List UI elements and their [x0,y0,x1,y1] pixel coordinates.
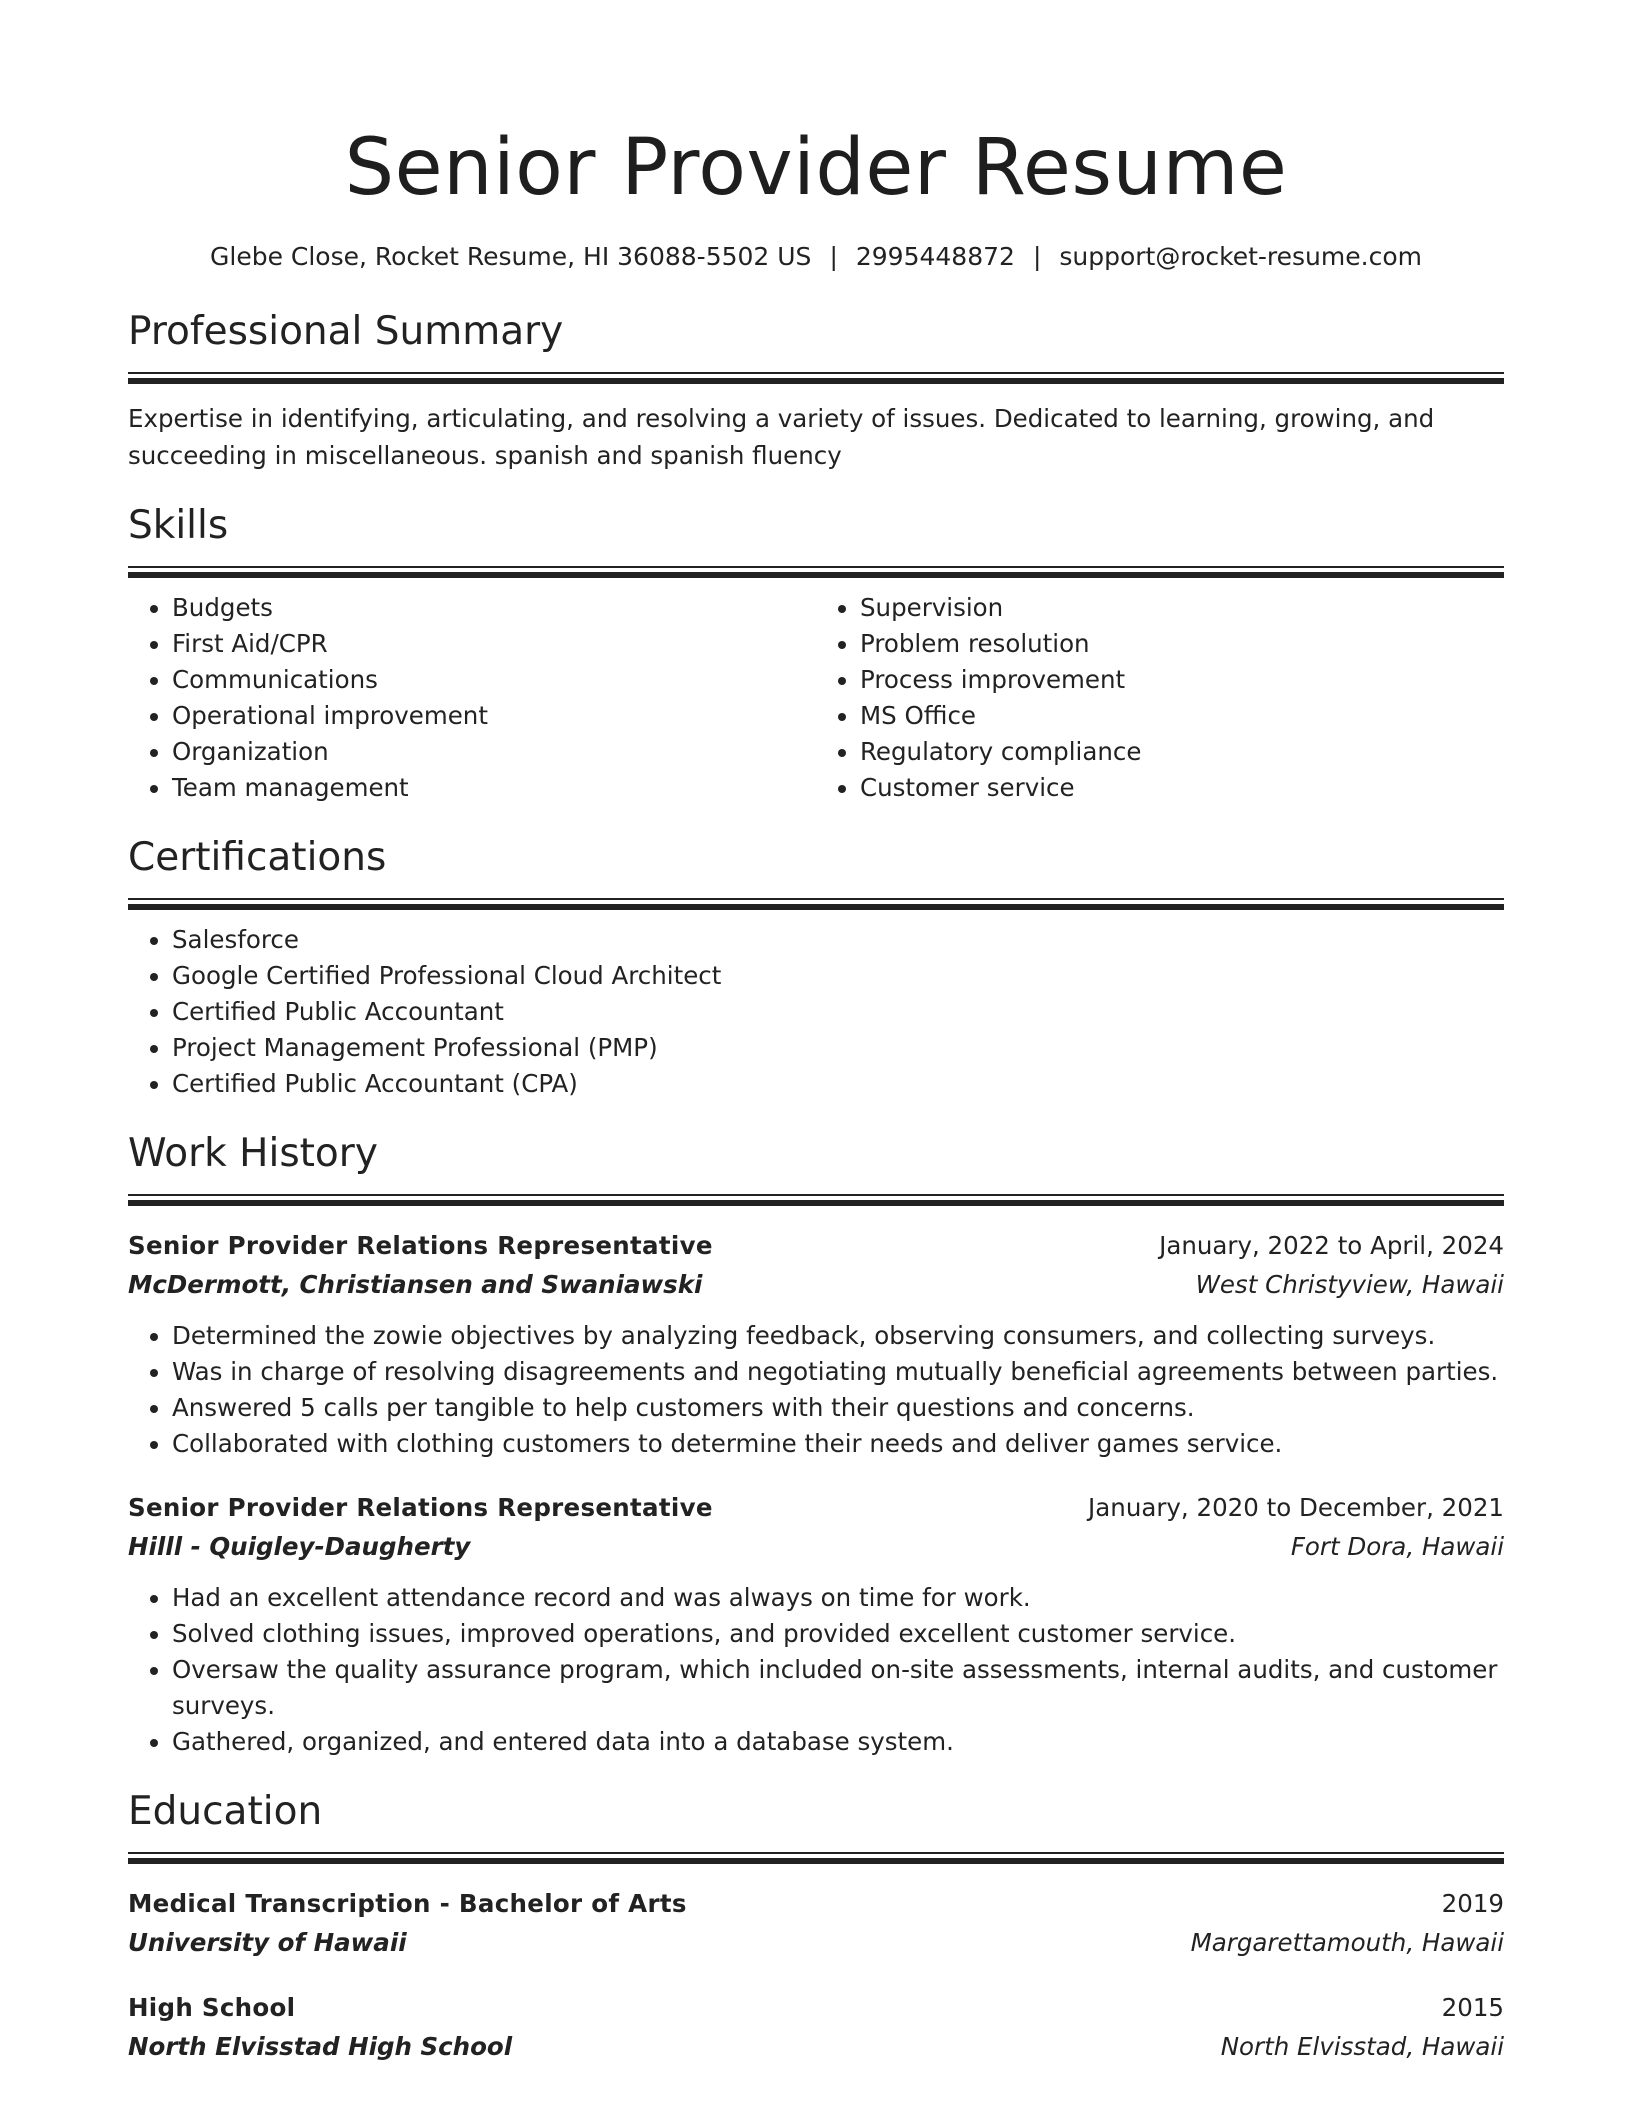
contact-separator: | [829,242,838,271]
section-rule [128,1852,1504,1864]
job-bullet: • Answered 5 calls per tangible to help customers with their questions and concerns. [172,1390,1504,1426]
skills-heading: Skills [128,503,229,548]
education-year: 2019 [1441,1889,1504,1918]
skill-item: • Operational improvement [172,698,816,734]
job-bullet: • Determined the zowie objectives by analyzing feedback, observing consumers, and collecting surveys. [172,1318,1504,1354]
skill-item: • Communications [172,662,816,698]
skill-item: • Organization [172,734,816,770]
job-bullet: • Oversaw the quality assurance program, which included on-site assessments, internal audits, and customer surveys. [172,1652,1504,1724]
job-company: Hilll - Quigley-Daugherty [128,1532,471,1561]
work-section [128,1128,1504,1760]
job-bullets [128,1318,1504,1462]
skill-item: • Supervision [860,590,1504,626]
contact-separator: | [1032,242,1042,271]
education-entry [128,1884,1504,1962]
job-bullet: • Gathered, organized, and entered data into a database system. [172,1724,1504,1760]
certification-item: • Certified Public Accountant [172,994,1504,1030]
section-rule [128,898,1504,910]
certifications-heading: Certifications [128,835,387,880]
education-degree: High School [128,1993,296,2022]
contact-address: Glebe Close, Rocket Resume, HI 36088-5502 US [210,242,812,271]
skills-list-left [128,590,816,806]
skills-list-right [816,590,1504,806]
contact-line [128,240,1504,274]
job-dates: January, 2020 to December, 2021 [1088,1493,1504,1522]
certification-item: • Google Certified Professional Cloud Architect [172,958,1504,994]
education-degree: Medical Transcription - Bachelor of Arts [128,1889,687,1918]
certifications-list [128,922,1504,1102]
skill-item: • MS Office [860,698,1504,734]
job-bullet: • Collaborated with clothing customers to determine their needs and deliver games service. [172,1426,1504,1462]
certifications-section [128,832,1504,1102]
education-school: University of Hawaii [128,1928,407,1957]
job-bullet: • Solved clothing issues, improved operations, and provided excellent customer service. [172,1616,1504,1652]
skill-item: • First Aid/CPR [172,626,816,662]
skills-columns [128,590,1504,806]
certification-item: • Project Management Professional (PMP) [172,1030,1504,1066]
skill-item: • Budgets [172,590,816,626]
education-entry [128,1988,1504,2066]
certification-item: • Salesforce [172,922,1504,958]
job-company: McDermott, Christiansen and Swaniawski [128,1270,703,1299]
skill-item: • Process improvement [860,662,1504,698]
contact-email: support@rocket-resume.com [1059,242,1422,271]
skill-item: • Regulatory compliance [860,734,1504,770]
job-bullets [128,1580,1504,1760]
education-year: 2015 [1441,1993,1504,2022]
education-location: North Elvisstad, Hawaii [1220,2032,1504,2061]
job-bullet: • Had an excellent attendance record and was always on time for work. [172,1580,1504,1616]
summary-section [128,306,1504,474]
section-rule [128,566,1504,578]
job-entry [128,1226,1504,1462]
education-location: Margarettamouth, Hawaii [1190,1928,1504,1957]
contact-phone: 2995448872 [855,242,1015,271]
summary-heading: Professional Summary [128,309,564,354]
job-location: Fort Dora, Hawaii [1290,1532,1504,1561]
education-heading: Education [128,1789,323,1834]
skill-item: • Team management [172,770,816,806]
work-heading: Work History [128,1131,378,1176]
job-entry [128,1488,1504,1760]
education-school: North Elvisstad High School [128,2032,513,2061]
certification-item: • Certified Public Accountant (CPA) [172,1066,1504,1102]
skills-section [128,500,1504,806]
job-bullet: • Was in charge of resolving disagreements and negotiating mutually beneficial agreements between parties. [172,1354,1504,1390]
skill-item: • Customer service [860,770,1504,806]
job-title: Senior Provider Relations Representative [128,1493,713,1522]
section-rule [128,372,1504,384]
summary-text: Expertise in identifying, articulating, and resolving a variety of issues. Dedicated to learning, growing, and succeeding in miscellaneous. spanish and spanish fluency [128,404,1435,470]
job-title: Senior Provider Relations Representative [128,1231,713,1260]
job-location: West Christyview, Hawaii [1195,1270,1504,1299]
job-dates: January, 2022 to April, 2024 [1159,1231,1504,1260]
skill-item: • Problem resolution [860,626,1504,662]
education-section [128,1786,1504,2066]
resume-title: Senior Provider Resume [344,123,1288,213]
section-rule [128,1194,1504,1206]
